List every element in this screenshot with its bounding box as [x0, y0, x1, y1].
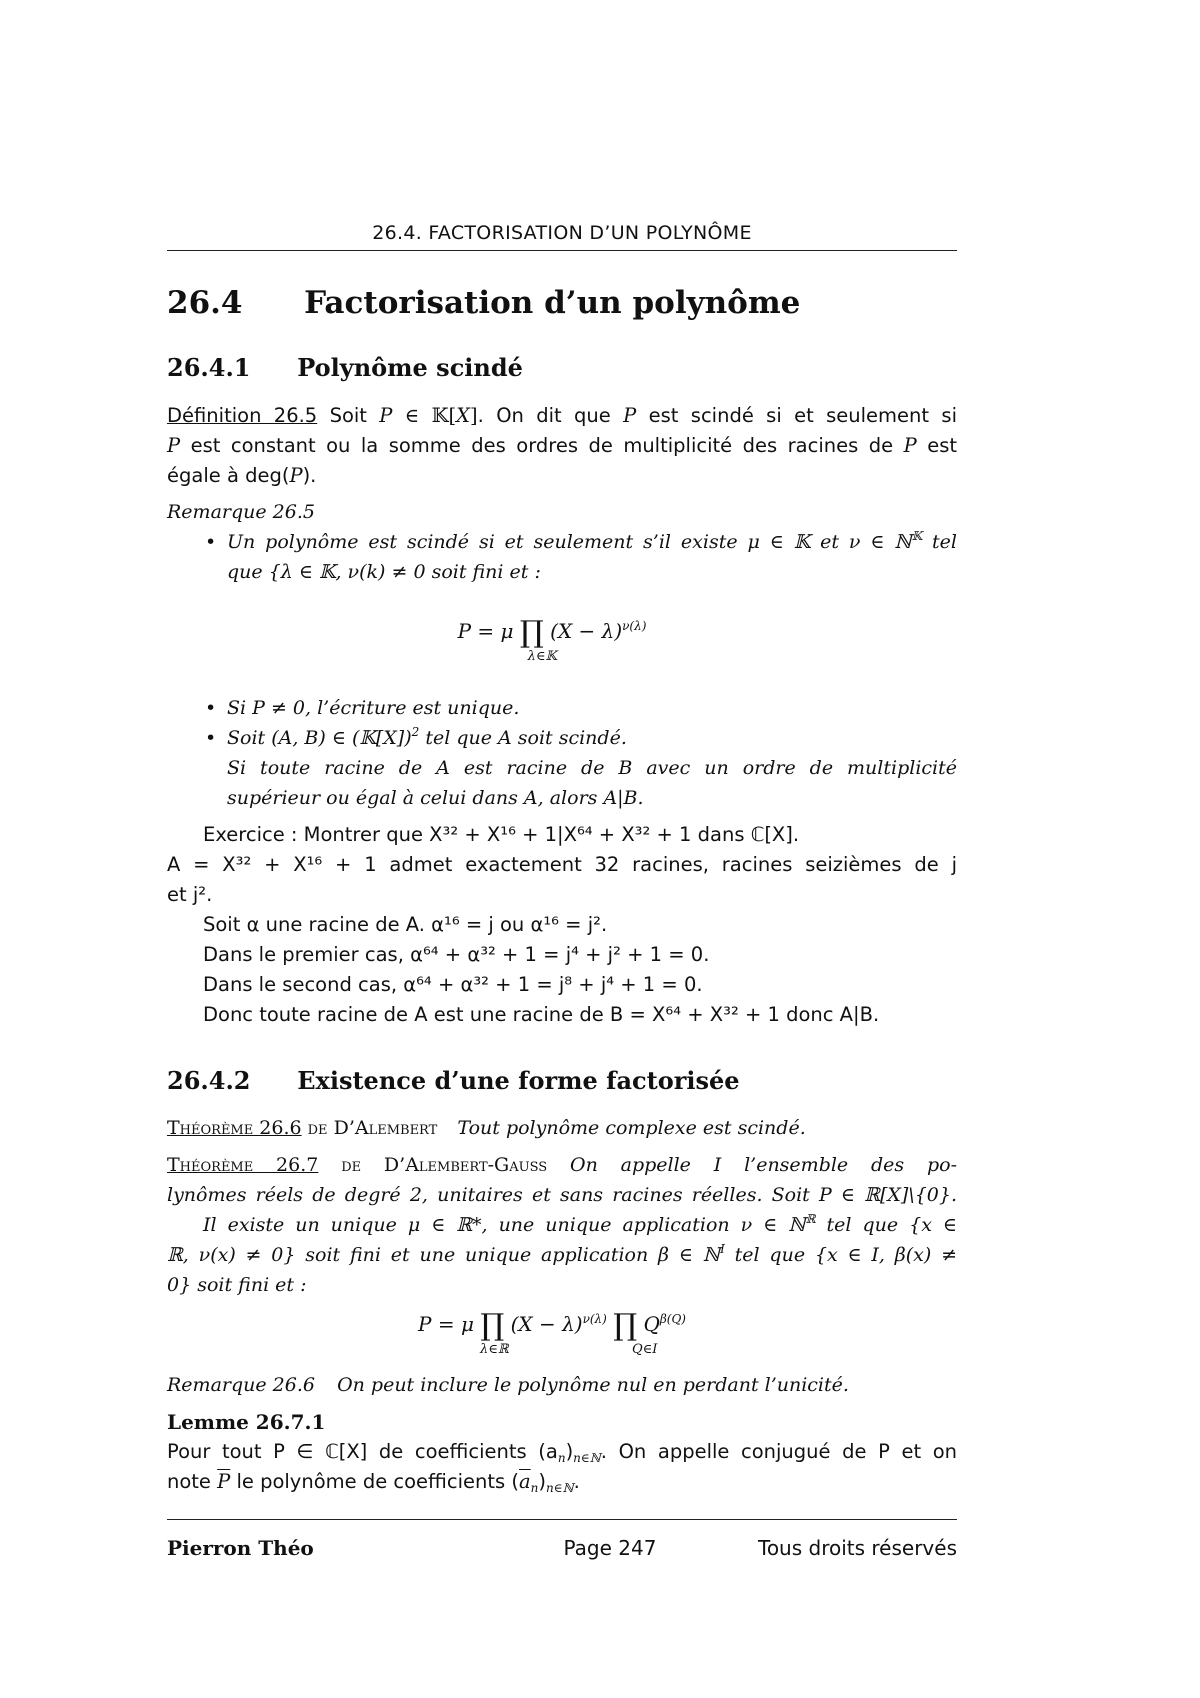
lemma-line-1: Pour tout P ∈ ℂ[X] de coefficients $(a_n)_{n\in ℕ}$. On appelle conjugué de P et on	[167, 1440, 957, 1465]
bullet-dot: •	[205, 531, 217, 553]
exercise-line-5: Dans le premier cas, α⁶⁴ + α³² + 1 = j⁴ + j² + 1 = 0.	[203, 943, 710, 966]
exercise-line-6: Dans le second cas, α⁶⁴ + α³² + 1 = j⁸ + j⁴ + 1 = 0.	[203, 973, 703, 996]
theorem-label: Théorème 26.7	[167, 1154, 319, 1176]
formula-product-1: P = μ ∏ $(X - \lambda)^{\nu(\lambda)}$ λ∈𝕂	[457, 615, 647, 664]
formula-subscript: λ∈𝕂	[527, 649, 557, 664]
running-header: 26.4. FACTORISATION D’UN POLYNÔME	[372, 222, 752, 244]
remark-bullet-3-line-1: • Soit (A, B) ∈ (𝕂[X])$^2$ tel que A soit scindé.	[205, 725, 627, 749]
definition-line-2: P est constant ou la somme des ordres de multiplicité des racines de P est	[167, 434, 957, 457]
header-rule	[167, 250, 957, 251]
subsection-heading-2	[167, 1066, 740, 1095]
exercise-line-4: Soit α une racine de A. α¹⁶ = j ou α¹⁶ = j².	[203, 913, 608, 936]
theorem-26-7-line-2: lynômes réels de degré 2, unitaires et sans racines réelles. Soit P ∈ ℝ[X]\{0}.	[167, 1184, 957, 1206]
exercise-line-3: et j².	[167, 883, 213, 906]
remark-bullet-3-line-2: Si toute racine de A est racine de B avec un ordre de multiplicité	[227, 757, 957, 779]
section-title: Factorisation d’un polynôme	[304, 285, 801, 321]
lemma-label: Lemme 26.7.1	[167, 1410, 326, 1434]
remark-bullet-2: • Si P ≠ 0, l’écriture est unique.	[205, 697, 520, 719]
lemma-line-2: note $\overline{P}$ le polynôme de coefficients $(\overline{a}_n)_{n\in ℕ}$.	[167, 1470, 580, 1495]
theorem-26-7-line-5: 0} soit fini et :	[167, 1274, 307, 1296]
remark-bullet-1-line-1: • Un polynôme est scindé si et seulement s’il existe μ ∈ 𝕂 et ν ∈ ℕ$^𝕂$ tel	[205, 529, 957, 553]
formula-product-2: P = μ ∏ $(X - \lambda)^{\nu(\lambda)}$ ∏ $Q^{\beta(Q)}$ λ∈ℝ Q∈I	[418, 1308, 686, 1357]
footer-rule	[167, 1519, 957, 1520]
footer-rights: Tous droits réservés	[758, 1536, 957, 1560]
theorem-label: Théorème 26.6	[167, 1117, 302, 1139]
theorem-26-7-line-4: ℝ, ν(x) ≠ 0} soit fini et une unique application β ∈ ℕ$^I$ tel que {x ∈ I, β(x) ≠	[167, 1242, 958, 1266]
definition-line-1: Définition 26.5 Soit P ∈ 𝕂[X]. On dit que P est scindé si et seulement si	[167, 404, 957, 427]
formula-subscript-1: λ∈ℝ	[480, 1342, 509, 1357]
theorem-26-6: Théorème 26.6 de D’Alembert Tout polynôme complexe est scindé.	[167, 1117, 806, 1139]
footer-author: Pierron Théo	[167, 1536, 314, 1560]
subsection-title: Existence d’une forme factorisée	[297, 1066, 740, 1095]
subsection-title: Polynôme scindé	[297, 353, 523, 382]
section-number: 26.4	[167, 285, 243, 321]
remark-label-2: Remarque 26.6	[167, 1374, 315, 1396]
exercise-line-2: A = X³² + X¹⁶ + 1 admet exactement 32 racines, racines seizièmes de j	[167, 853, 957, 876]
remark-bullet-1-line-2: que {λ ∈ 𝕂, ν(k) ≠ 0 soit fini et :	[227, 561, 541, 583]
theorem-26-7-line-3: Il existe un unique μ ∈ ℝ*, une unique application ν ∈ ℕ$^ℝ$ tel que {x ∈	[203, 1212, 957, 1236]
subsection-number: 26.4.2	[167, 1066, 251, 1095]
exercise-line-1: Exercice : Montrer que X³² + X¹⁶ + 1|X⁶⁴ + X³² + 1 dans ℂ[X].	[203, 823, 800, 846]
remark-label-1: Remarque 26.5	[167, 501, 315, 523]
exercise-line-7: Donc toute racine de A est une racine de B = X⁶⁴ + X³² + 1 donc A|B.	[203, 1003, 880, 1026]
subsection-heading-1	[167, 353, 523, 382]
theorem-26-7-line-1: Théorème 26.7 de D’Alembert-Gauss On appelle I l’ensemble des po-	[167, 1154, 957, 1176]
formula-subscript-2: Q∈I	[632, 1342, 658, 1357]
remark-26-6: Remarque 26.6 On peut inclure le polynôme nul en perdant l’unicité.	[167, 1374, 849, 1396]
bullet-dot: •	[205, 727, 217, 749]
definition-line-3: égale à deg(P).	[167, 464, 317, 487]
definition-label: Définition 26.5	[167, 404, 318, 427]
footer-page-number: Page 247	[563, 1536, 657, 1560]
subsection-number: 26.4.1	[167, 353, 251, 382]
section-heading	[167, 285, 800, 321]
bullet-dot: •	[205, 697, 217, 719]
remark-bullet-3-line-3: supérieur ou égal à celui dans A, alors A|B.	[227, 787, 644, 809]
